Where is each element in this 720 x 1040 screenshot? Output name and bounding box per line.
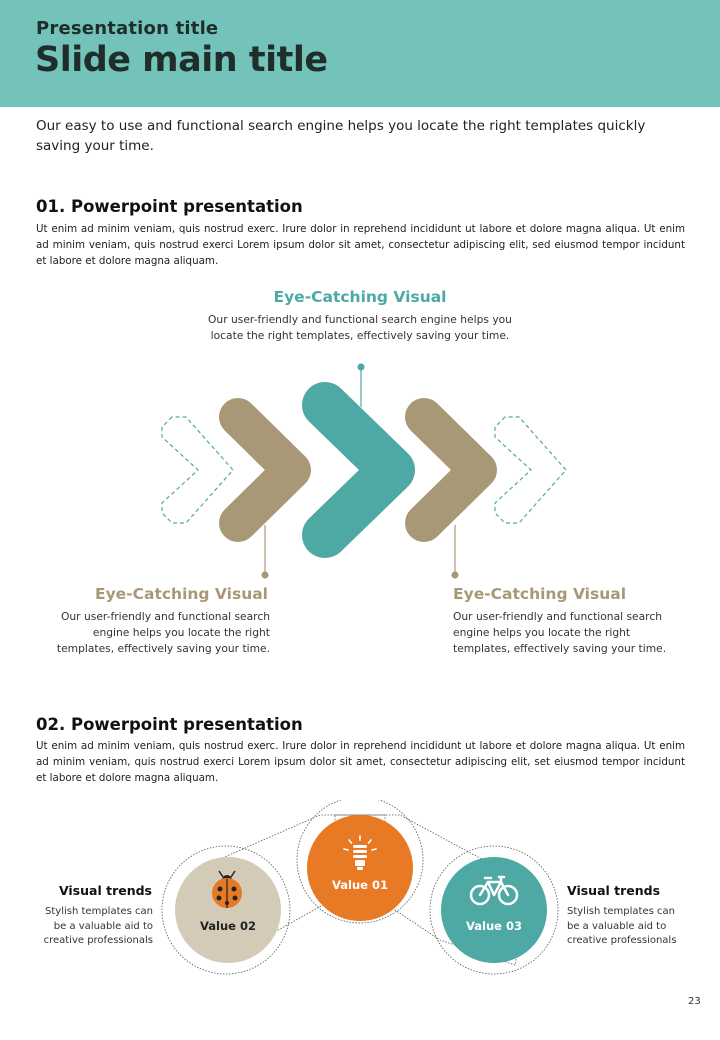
chevron-diagram — [0, 355, 720, 585]
section-1-heading: 01. Powerpoint presentation — [36, 197, 303, 216]
section-2-heading: 02. Powerpoint presentation — [36, 715, 303, 734]
visual-trends-right-title: Visual trends — [567, 883, 661, 898]
dashed-chevron-right — [495, 417, 566, 523]
chevron-left — [238, 417, 292, 523]
lightbulb-icon — [340, 834, 380, 874]
bicycle-icon — [469, 873, 519, 907]
left-caption-body: Our user-friendly and functional search engine helps you locate the right templates, effectively saving your time. — [56, 610, 270, 655]
presentation-title: Presentation title — [36, 18, 219, 39]
right-caption-body: Our user-friendly and functional search engine helps you locate the right templates, effectively saving your time. — [453, 610, 667, 655]
visual-trends-left-body: Stylish templates can be a valuable aid to creative professionals — [43, 906, 153, 946]
value-02-circle — [175, 857, 281, 963]
left-caption-title: Eye-Catching Visual — [94, 585, 268, 603]
chevron-center — [325, 405, 392, 535]
page-number: 23 — [688, 996, 701, 1007]
top-caption-body: Our user-friendly and functional search engine helps you locate the right templates, effectively saving your time. — [208, 313, 512, 342]
slide-main-title: Slide main title — [35, 40, 328, 80]
top-connector-dot — [358, 364, 365, 371]
visual-trends-left-title: Visual trends — [58, 883, 152, 898]
value-01-circle — [307, 815, 413, 921]
section-1-body: Ut enim ad minim veniam, quis nostrud exerc. Irure dolor in reprehend incididunt ut labore et dolore magna aliqua. Ut enim ad minim veniam, quis nostrud exerci Lorem ipsum dolor sit amet, consectetur adipiscing elit, sed eiusmod tempor incidunt et labore et dolore magna aliquam. — [36, 223, 685, 267]
value-02-label: Value 02 — [200, 919, 256, 933]
chevron-right — [424, 417, 478, 523]
ladybug-icon — [206, 869, 250, 913]
top-caption-title: Eye-Catching Visual — [273, 288, 447, 306]
value-03-circle — [441, 857, 547, 963]
visual-trends-right-body: Stylish templates can be a valuable aid to creative professionals — [567, 906, 677, 946]
right-connector-dot — [452, 572, 459, 579]
value-01-label: Value 01 — [332, 878, 388, 892]
value-03-label: Value 03 — [466, 919, 522, 933]
dashed-chevron-left — [162, 417, 233, 523]
intro-text: Our easy to use and functional search engine helps you locate the right templates quickly saving your time. — [36, 118, 646, 154]
left-connector-dot — [262, 572, 269, 579]
right-caption-title: Eye-Catching Visual — [453, 585, 627, 603]
section-2-body: Ut enim ad minim veniam, quis nostrud exerc. Irure dolor in reprehend incididunt ut labore et dolore magna aliqua. Ut enim ad minim veniam, quis nostrud exerci Lorem ipsum dolor sit amet, consectetur adipiscing elit, set eiusmod tempor incidunt et labore et dolore magna aliquam. — [36, 740, 685, 784]
